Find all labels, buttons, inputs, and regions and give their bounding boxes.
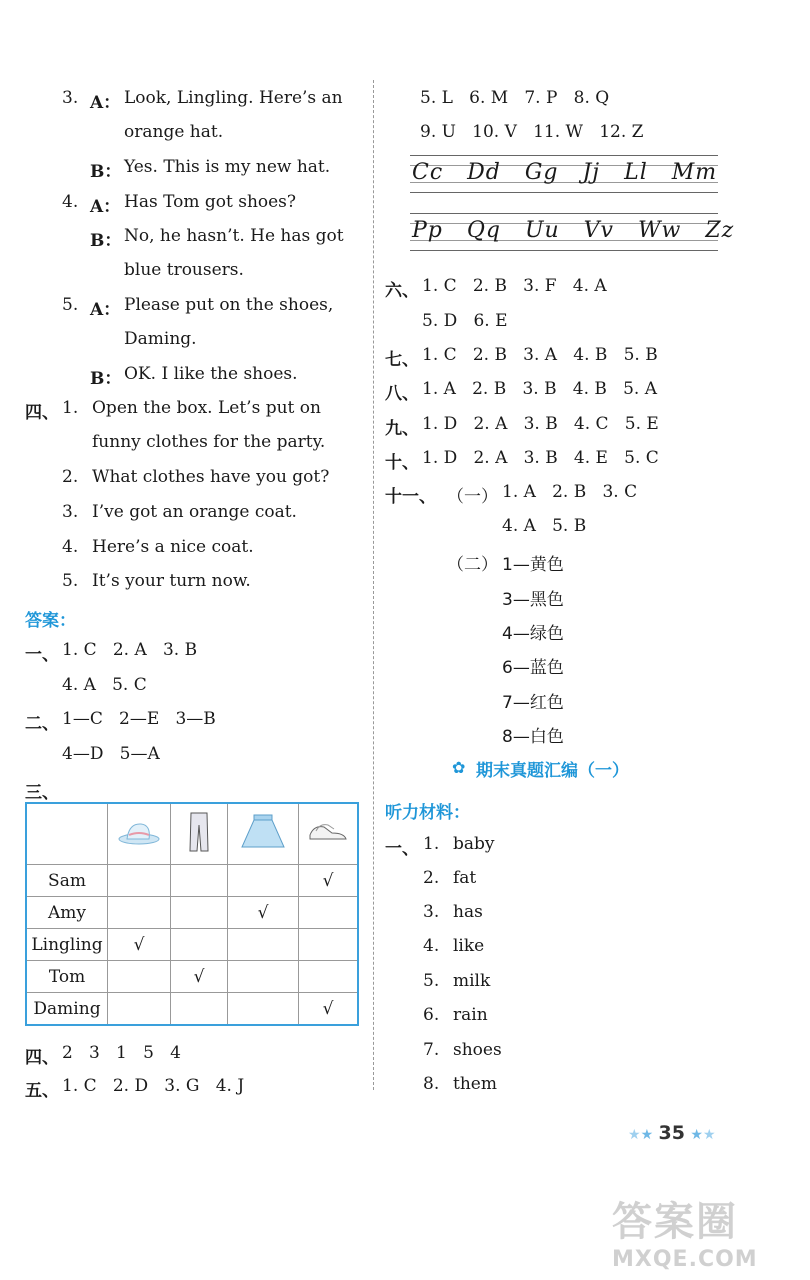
color-answer: 4—绿色 <box>502 624 564 644</box>
item-num: 3. <box>62 502 79 522</box>
answer-row: 1. C 2. D 3. G 4. J <box>62 1076 245 1096</box>
table-cell-check <box>108 865 171 897</box>
word-item: like <box>453 936 485 956</box>
answers-heading: 答案： <box>25 611 76 631</box>
answer-row: 1. D 2. A 3. B 4. E 5. C <box>422 448 659 468</box>
table-cell-name: Amy <box>26 897 108 929</box>
speaker-label: A： <box>90 197 121 217</box>
hat-icon <box>108 803 171 865</box>
answer-row: 1. C 2. A 3. B <box>62 640 198 660</box>
page-number: 35 <box>658 1122 685 1144</box>
dialog-line: OK. I like the shoes. <box>124 364 298 384</box>
answer-row: 4—D 5—A <box>62 744 160 764</box>
section-label: 四、 <box>25 1048 59 1068</box>
dialog-num: 5. <box>62 295 79 315</box>
dialog-line: orange hat. <box>124 122 224 142</box>
answer-row: 4. A 5. C <box>62 675 147 695</box>
table-row <box>26 897 358 929</box>
star-icon: ★ <box>702 1127 716 1143</box>
color-answer: 6—蓝色 <box>502 658 564 678</box>
dialog-line: Daming. <box>124 329 197 349</box>
clothes-table <box>25 802 359 1026</box>
answer-row: 1. A 2. B 3. B 4. B 5. A <box>422 379 657 399</box>
dialog-line: blue trousers. <box>124 260 244 280</box>
speaker-label: A： <box>90 300 121 320</box>
word-num: 2. <box>423 868 440 888</box>
color-answer: 1—黄色 <box>502 555 564 575</box>
skirt-icon <box>228 803 299 865</box>
section-label: 三、 <box>25 783 59 803</box>
table-cell-check: √ <box>228 897 299 929</box>
word-item: fat <box>453 868 477 888</box>
table-cell-check <box>228 865 299 897</box>
section-label: 二、 <box>25 714 59 734</box>
handwriting-row: Cc Dd Gg Jj Ll Mm <box>412 160 718 185</box>
item-num: 1. <box>62 398 79 418</box>
word-num: 4. <box>423 936 440 956</box>
word-item: milk <box>453 971 491 991</box>
table-row <box>26 865 358 897</box>
column-divider <box>373 80 374 1090</box>
word-item: rain <box>453 1005 488 1025</box>
answer-row: 1. C 2. B 3. F 4. A <box>422 276 607 296</box>
table-cell-check: √ <box>299 993 359 1026</box>
word-num: 1. <box>423 834 440 854</box>
item-num: 5. <box>62 571 79 591</box>
watermark: 答案圈 MXQE.COM <box>612 1199 758 1272</box>
answer-row: 9. U 10. V 11. W 12. Z <box>420 122 644 142</box>
table-cell-check <box>299 897 359 929</box>
shoes-icon <box>299 803 359 865</box>
answer-row: 4. A 5. B <box>502 516 587 536</box>
color-answer: 7—红色 <box>502 693 564 713</box>
answer-row: 1. C 2. B 3. A 4. B 5. B <box>422 345 658 365</box>
section-title: 期末真题汇编（一） <box>476 761 629 781</box>
item-line: I’ve got an orange coat. <box>92 502 297 522</box>
section-label: 五、 <box>25 1081 59 1101</box>
writing-line <box>410 192 718 193</box>
answer-row: 1. D 2. A 3. B 4. C 5. E <box>422 414 659 434</box>
word-num: 5. <box>423 971 440 991</box>
speaker-label: B： <box>90 162 122 182</box>
item-line: Here’s a nice coat. <box>92 537 254 557</box>
section-label: 四、 <box>25 403 59 423</box>
table-cell-check: √ <box>299 865 359 897</box>
color-answer: 8—白色 <box>502 727 564 747</box>
paw-icon: ✿ <box>452 758 466 777</box>
item-num: 4. <box>62 537 79 557</box>
table-header-row <box>26 803 358 865</box>
section-label: 十、 <box>385 453 419 473</box>
page-number-area <box>628 1122 716 1144</box>
table-cell-check <box>108 993 171 1026</box>
star-icon: ★ <box>640 1127 654 1143</box>
word-num: 3. <box>423 902 440 922</box>
section-label: 十一、 <box>385 487 436 507</box>
table-cell-check <box>299 961 359 993</box>
item-line: funny clothes for the party. <box>92 432 326 452</box>
table-cell-check <box>108 897 171 929</box>
dialog-num: 3. <box>62 88 79 108</box>
table-cell-check <box>171 929 228 961</box>
listening-heading: 听力材料： <box>385 803 470 823</box>
dialog-line: No, he hasn’t. He has got <box>124 226 344 246</box>
table-cell-check <box>299 929 359 961</box>
section-label: 一、 <box>25 645 59 665</box>
table-cell-check: √ <box>108 929 171 961</box>
table-cell-check <box>228 961 299 993</box>
item-line: What clothes have you got? <box>92 467 330 487</box>
table-cell-check <box>228 929 299 961</box>
table-cell-name: Lingling <box>26 929 108 961</box>
word-num: 7. <box>423 1040 440 1060</box>
part-label: （二） <box>447 555 498 575</box>
section-label: 九、 <box>385 419 419 439</box>
dialog-line: Has Tom got shoes? <box>124 192 297 212</box>
table-cell-name: Sam <box>26 865 108 897</box>
handwriting-row: Pp Qq Uu Vv Ww Zz <box>412 218 735 243</box>
table-row <box>26 961 358 993</box>
word-num: 6. <box>423 1005 440 1025</box>
writing-line <box>410 213 718 214</box>
word-item: shoes <box>453 1040 502 1060</box>
table-row <box>26 993 358 1026</box>
answer-row: 2 3 1 5 4 <box>62 1043 181 1063</box>
word-item: them <box>453 1074 497 1094</box>
speaker-label: B： <box>90 231 122 251</box>
word-item: has <box>453 902 483 922</box>
table-cell-check <box>108 961 171 993</box>
section-label: 八、 <box>385 384 419 404</box>
item-line: It’s your turn now. <box>92 571 251 591</box>
section-label: 一、 <box>385 839 419 859</box>
answer-row: 1—C 2—E 3—B <box>62 709 216 729</box>
item-num: 2. <box>62 467 79 487</box>
answer-row: 1. A 2. B 3. C <box>502 482 638 502</box>
answer-row: 5. L 6. M 7. P 8. Q <box>420 88 610 108</box>
table-cell-check <box>171 897 228 929</box>
item-line: Open the box. Let’s put on <box>92 398 321 418</box>
table-cell-check <box>171 993 228 1026</box>
speaker-label: A： <box>90 93 121 113</box>
table-cell-name: Tom <box>26 961 108 993</box>
section-label: 七、 <box>385 350 419 370</box>
star-icon: ★ <box>628 1127 641 1143</box>
dialog-num: 4. <box>62 192 79 212</box>
word-num: 8. <box>423 1074 440 1094</box>
table-corner-cell <box>26 803 108 865</box>
section-label: 六、 <box>385 281 419 301</box>
trousers-icon <box>171 803 228 865</box>
table-cell-check <box>228 993 299 1026</box>
table-cell-check <box>171 865 228 897</box>
part-label: （一） <box>447 487 498 507</box>
writing-line <box>410 155 718 156</box>
dialog-line: Yes. This is my new hat. <box>124 157 331 177</box>
writing-line <box>410 250 718 251</box>
table-cell-name: Daming <box>26 993 108 1026</box>
dialog-line: Please put on the shoes, <box>124 295 334 315</box>
table-row <box>26 929 358 961</box>
dialog-line: Look, Lingling. Here’s an <box>124 88 343 108</box>
word-item: baby <box>453 834 495 854</box>
answer-row: 5. D 6. E <box>422 311 508 331</box>
star-icon: ★ <box>690 1127 703 1143</box>
color-answer: 3—黑色 <box>502 590 564 610</box>
table-cell-check: √ <box>171 961 228 993</box>
speaker-label: B： <box>90 369 122 389</box>
